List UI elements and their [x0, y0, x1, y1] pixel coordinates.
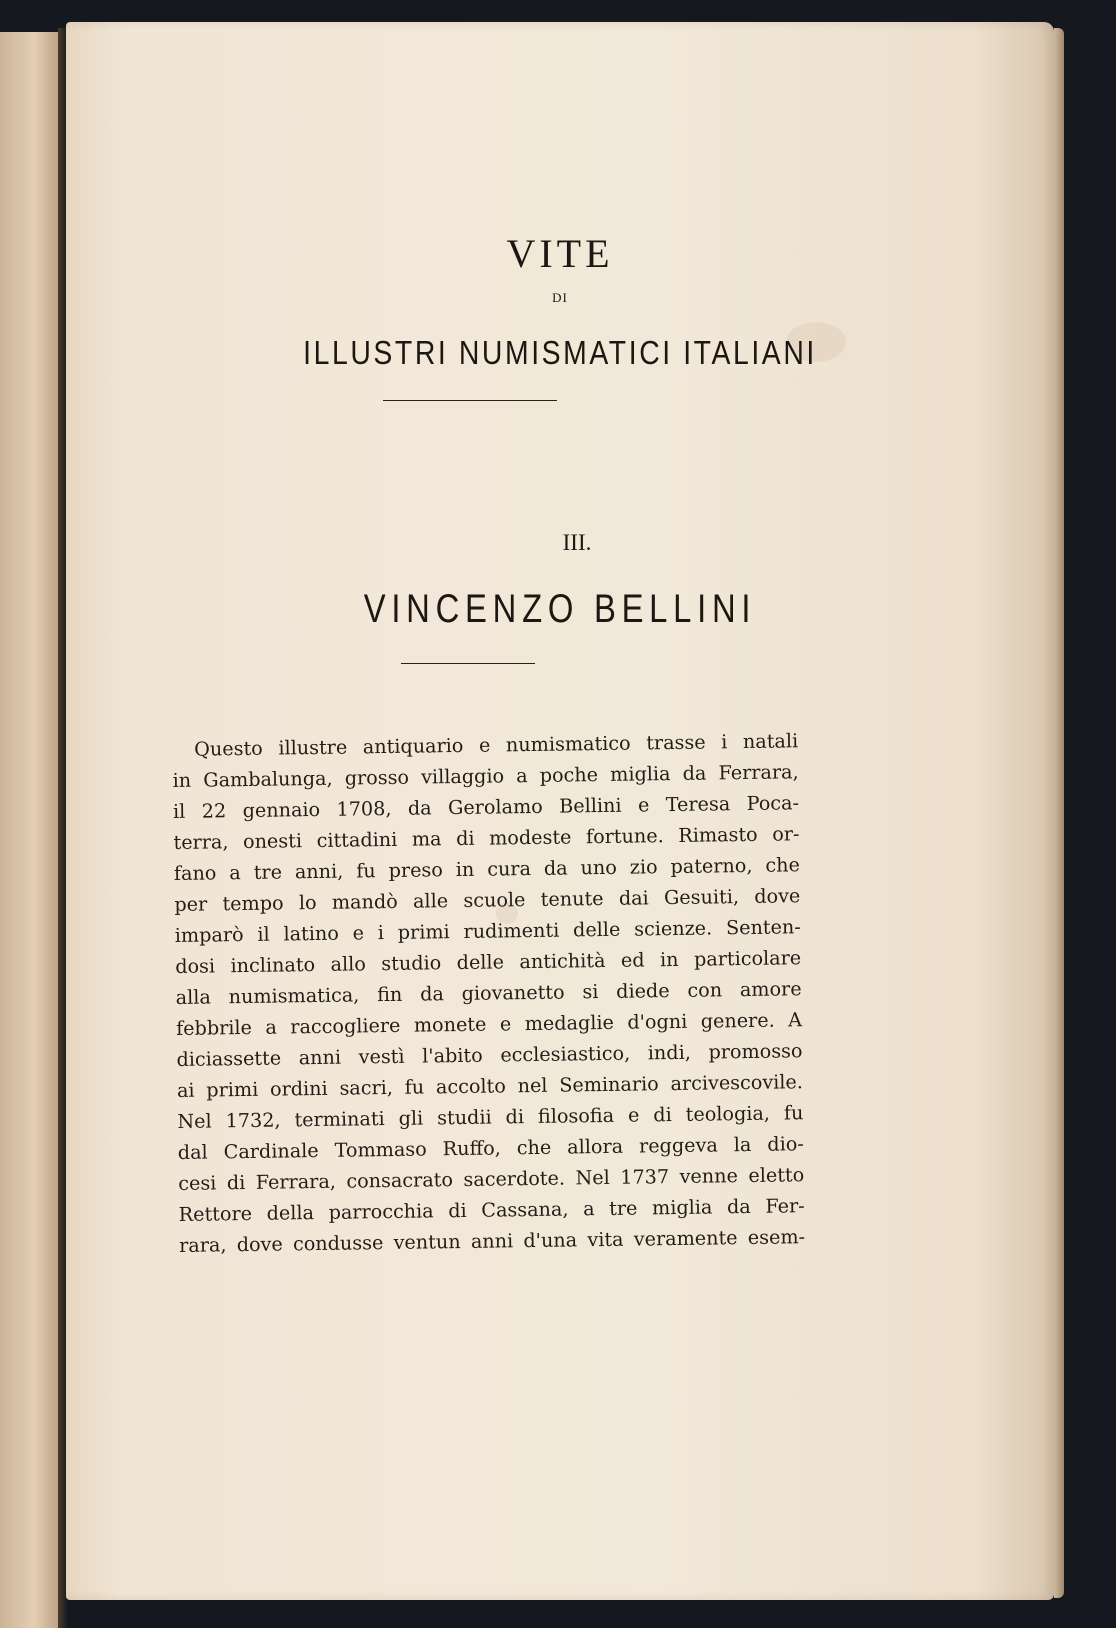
text-line: dal Cardinale Tommaso Ruffo, che allora reggeva la dio- — [177, 1132, 804, 1164]
text-line: febbrile a raccogliere monete e medaglie d'ogni genere. A — [175, 1008, 803, 1040]
book-page — [66, 22, 1054, 1600]
text-line: per tempo lo mandò alle scuole tenute dai Gesuiti, dove — [174, 884, 801, 916]
text-line: il 22 gennaio 1708, da Gerolamo Bellini e Teresa Poca- — [172, 791, 800, 823]
text-line: diciassette anni vestì l'abito ecclesiastico, indi, promosso — [176, 1039, 803, 1071]
chapter-rule — [401, 663, 535, 664]
right-page-edge — [1054, 28, 1064, 1598]
text-line: cesi di Ferrara, consacrato sacerdote. Nel 1737 venne eletto — [178, 1163, 805, 1195]
text-line: Nel 1732, terminati gli studii di filosofia e di teologia, fu — [177, 1101, 804, 1133]
title-rule — [383, 400, 557, 401]
text-line: terra, onesti cittadini ma di modeste fortune. Rimasto or- — [173, 822, 800, 854]
series-title: ILLUSTRI NUMISMATICI ITALIANI — [303, 334, 817, 371]
series-title-di: DI — [552, 290, 568, 305]
series-title-vite: VITE — [506, 231, 614, 276]
text-line: Questo illustre antiquario e numismatico trasse i natali — [194, 729, 799, 761]
text-line: imparò il latino e i primi rudimenti delle scienze. Senten- — [174, 915, 801, 947]
text-line: Rettore della parrocchia di Cassana, a tre miglia da Fer- — [178, 1194, 805, 1226]
chapter-number: III. — [562, 530, 592, 555]
chapter-title: VINCENZO BELLINI — [363, 587, 757, 631]
body-paragraph — [172, 725, 805, 1261]
text-line: ai primi ordini sacri, fu accolto nel Seminario arcivescovile. — [176, 1070, 804, 1102]
text-line: in Gambalunga, grosso villaggio a poche miglia da Ferrara, — [172, 760, 799, 792]
text-line: fano a tre anni, fu preso in cura da uno zio paterno, che — [173, 853, 801, 885]
text-line: alla numismatica, fin da giovanetto si diede con amore — [175, 977, 802, 1009]
text-line: rara, dove condusse ventun anni d'una vita veramente esem- — [178, 1225, 806, 1257]
left-page-edge — [0, 32, 63, 1628]
text-line: dosi inclinato allo studio delle antichità ed in particolare — [175, 946, 802, 978]
